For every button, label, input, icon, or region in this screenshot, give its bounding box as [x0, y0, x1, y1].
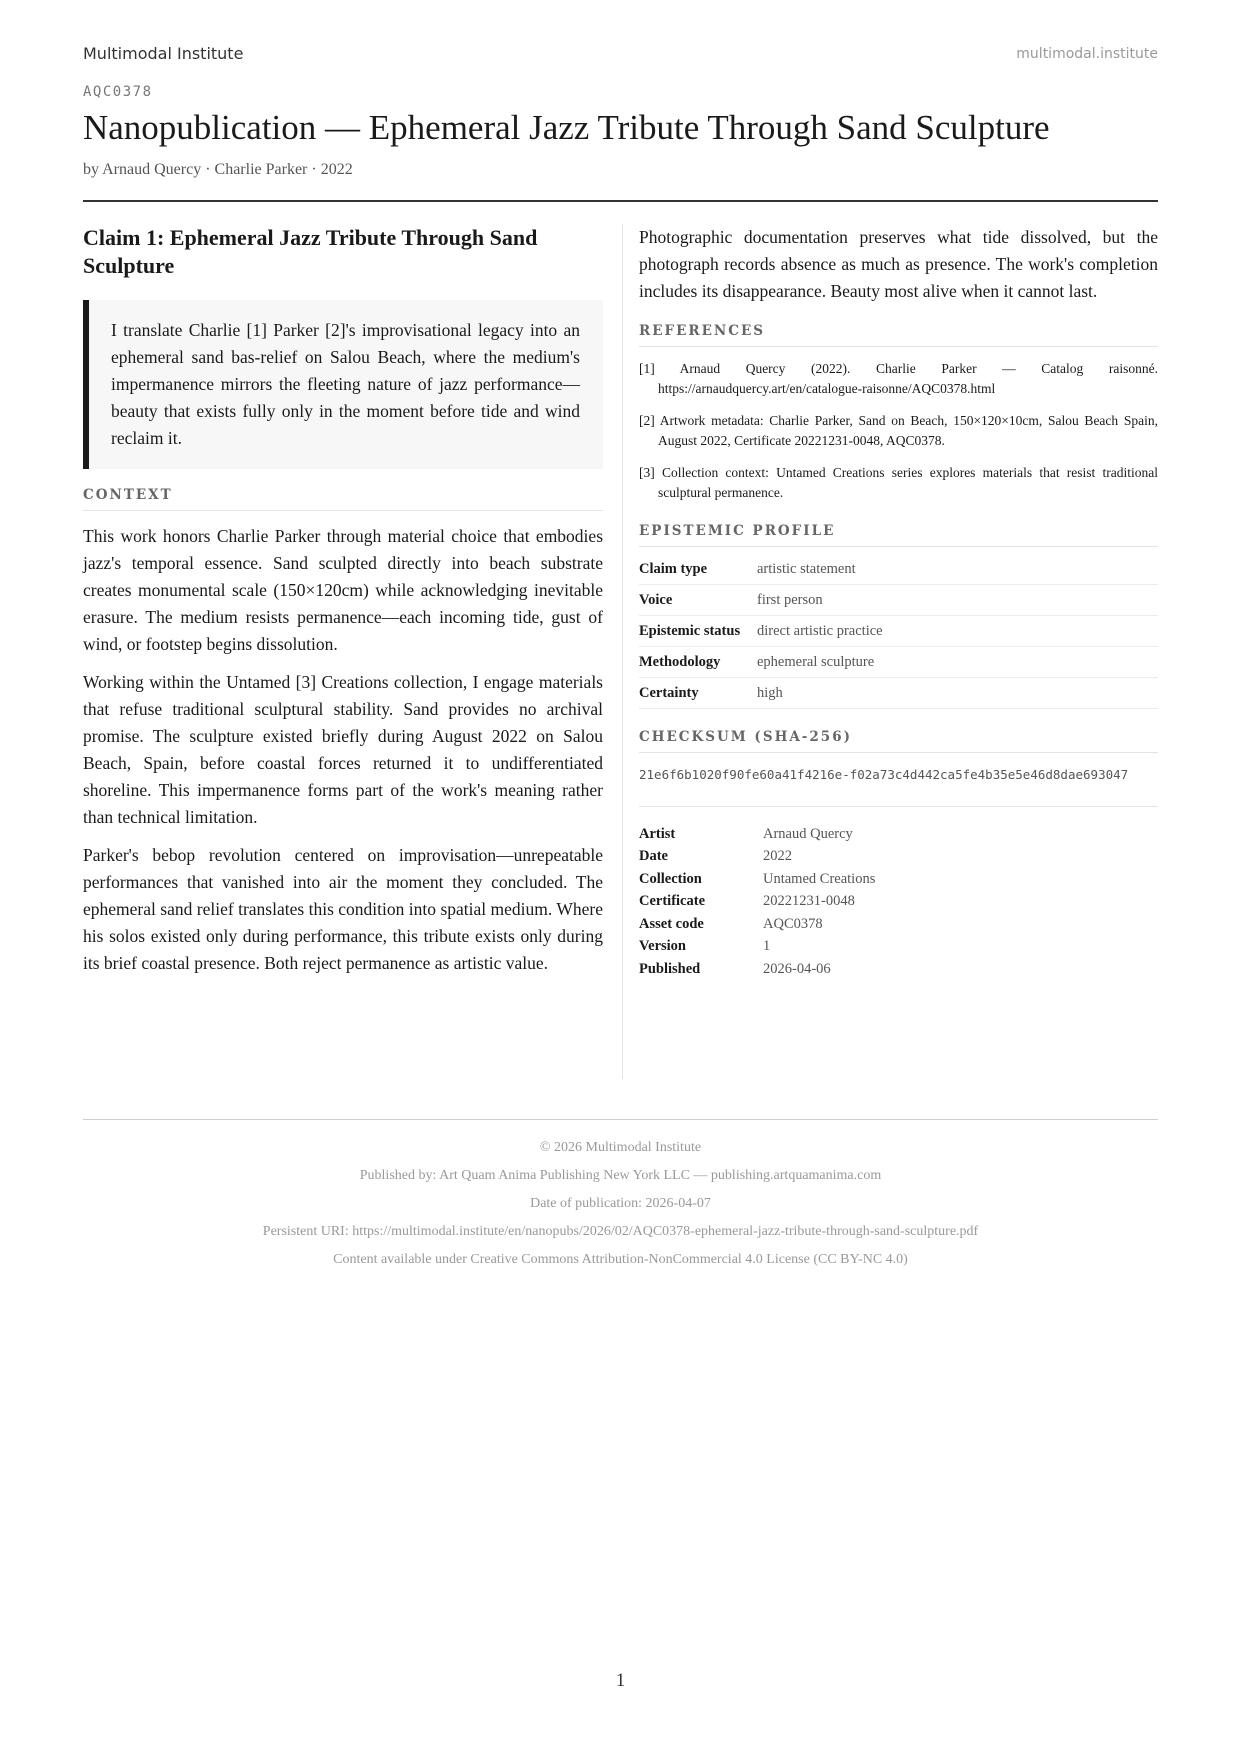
table-row — [639, 868, 875, 891]
claim-quote: I translate Charlie [1] Parker [2]'s improvisational legacy into an ephemeral sand bas-relief on Salou Beach, where the medium's impermanence mirrors the fleeting nature of jazz performance—beauty that exists fully only in the moment before tide and wind reclaim it. — [83, 300, 603, 469]
meta-value: 2022 — [763, 848, 792, 865]
meta-divider — [639, 806, 1158, 807]
table-row — [639, 554, 1158, 585]
footer-publisher[interactable]: Published by: Art Quam Anima Publishing New York LLC — publishing.artquamanima.com — [359, 1168, 882, 1183]
right-column — [639, 224, 1158, 981]
profile-value: direct artistic practice — [757, 616, 1158, 647]
profile-key: Epistemic status — [639, 616, 757, 647]
table-row — [639, 958, 875, 981]
meta-value: 2026-04-06 — [763, 960, 831, 977]
context-paragraph: This work honors Charlie Parker through material choice that embodies jazz's temporal essence. Sand sculpted directly into beach substrate creates monumental scale (150×120cm) while acknowledging inevitable erasure. The medium resists permanence—each incoming tide, gust of wind, or footstep begins dissolution. — [83, 526, 603, 654]
footer-copyright: © 2026 Multimodal Institute — [539, 1140, 702, 1155]
left-column — [83, 224, 603, 977]
intro-paragraph: Photographic documentation preserves what tide dissolved, but the photograph records absence as much as presence. The work's completion includes its disappearance. Beauty most alive when it cannot last. — [639, 227, 1158, 301]
meta-key: Certificate — [639, 893, 706, 910]
footer-license: Content available under Creative Commons Attribution-NonCommercial 4.0 License (CC BY-NC 4.0) — [333, 1252, 908, 1267]
footer-pub-date: Date of publication: 2026-04-07 — [530, 1196, 711, 1211]
table-row — [639, 678, 1158, 709]
table-row — [639, 913, 875, 936]
table-row — [639, 936, 875, 959]
meta-value: Untamed Creations — [763, 870, 876, 887]
meta-value: Arnaud Quercy — [763, 825, 853, 842]
meta-key: Collection — [639, 870, 702, 887]
header-rule — [83, 200, 1158, 202]
reference-item: [3] Collection context: Untamed Creations series explores materials that resist traditional sculptural permanence. — [639, 465, 1158, 500]
table-row — [639, 616, 1158, 647]
checksum-value: 21e6f6b1020f90fe60a41f4216e-f02a73c4d442ca5fe4b35e5e46d8dae693047 — [639, 767, 1129, 782]
metadata-table — [639, 823, 875, 981]
table-row — [639, 647, 1158, 678]
profile-value: artistic statement — [757, 554, 1158, 585]
epistemic-profile-table — [639, 554, 1158, 709]
claim-title: Claim 1: Ephemeral Jazz Tribute Through Sand Sculpture — [83, 225, 538, 278]
reference-item[interactable]: [1] Arnaud Quercy (2022). Charlie Parker — Catalog raisonné. https://arnaudquercy.art/en/catalogue-raisonne/AQC0378.html — [639, 361, 1158, 396]
table-row — [639, 585, 1158, 616]
meta-value: 20221231-0048 — [763, 893, 855, 910]
meta-key: Version — [639, 938, 686, 955]
profile-key: Methodology — [639, 647, 757, 678]
meta-key: Asset code — [639, 915, 704, 932]
profile-key: Voice — [639, 585, 757, 616]
meta-key: Date — [639, 848, 668, 865]
site-link[interactable]: multimodal.institute — [1016, 46, 1158, 62]
profile-value: high — [757, 678, 1158, 709]
epistemic-profile-heading: EPISTEMIC PROFILE — [639, 523, 1158, 547]
meta-value: 1 — [763, 938, 771, 955]
profile-key: Certainty — [639, 678, 757, 709]
page-number: 1 — [615, 1670, 626, 1691]
table-row — [639, 846, 875, 869]
reference-item: [2] Artwork metadata: Charlie Parker, Sand on Beach, 150×120×10cm, Salou Beach Spain, August 2022, Certificate 20221231-0048, AQC0378. — [639, 413, 1158, 448]
byline: by Arnaud Quercy · Charlie Parker · 2022 — [83, 161, 353, 178]
meta-value: AQC0378 — [763, 915, 823, 932]
table-row — [639, 823, 875, 846]
page-title: Nanopublication — Ephemeral Jazz Tribute Through Sand Sculpture — [83, 108, 1050, 147]
asset-code: AQC0378 — [83, 84, 153, 100]
table-row — [639, 891, 875, 914]
meta-key: Published — [639, 960, 701, 977]
column-divider — [622, 224, 623, 1079]
page-footer — [83, 1134, 1158, 1274]
footer-rule — [83, 1119, 1158, 1120]
references-heading: REFERENCES — [639, 323, 1158, 347]
context-paragraph: Working within the Untamed [3] Creations collection, I engage materials that refuse traditional sculptural stability. Sand provides no archival promise. The sculpture existed briefly during August 2022 on Salou Beach, Spain, before coastal forces returned it to undifferentiated shoreline. This impermanence forms part of the work's meaning rather than technical limitation. — [83, 672, 603, 827]
profile-value: first person — [757, 585, 1158, 616]
checksum-heading: CHECKSUM (SHA-256) — [639, 729, 1158, 753]
profile-value: ephemeral sculpture — [757, 647, 1158, 678]
profile-key: Claim type — [639, 554, 757, 585]
page-header — [83, 44, 1158, 68]
context-paragraph: Parker's bebop revolution centered on improvisation—unrepeatable performances that vanished into air the moment they concluded. The ephemeral sand relief translates this condition into spatial medium. Where his solos existed only during performance, this tribute exists only during its brief coastal presence. Both reject permanence as artistic value. — [83, 845, 603, 973]
context-heading: CONTEXT — [83, 487, 603, 511]
footer-persistent-uri[interactable]: Persistent URI: https://multimodal.institute/en/nanopubs/2026/02/AQC0378-ephemeral-jazz-tribute-through-sand-sculpture.pdf — [262, 1224, 979, 1239]
institute-name: Multimodal Institute — [83, 44, 244, 63]
meta-key: Artist — [639, 825, 676, 842]
